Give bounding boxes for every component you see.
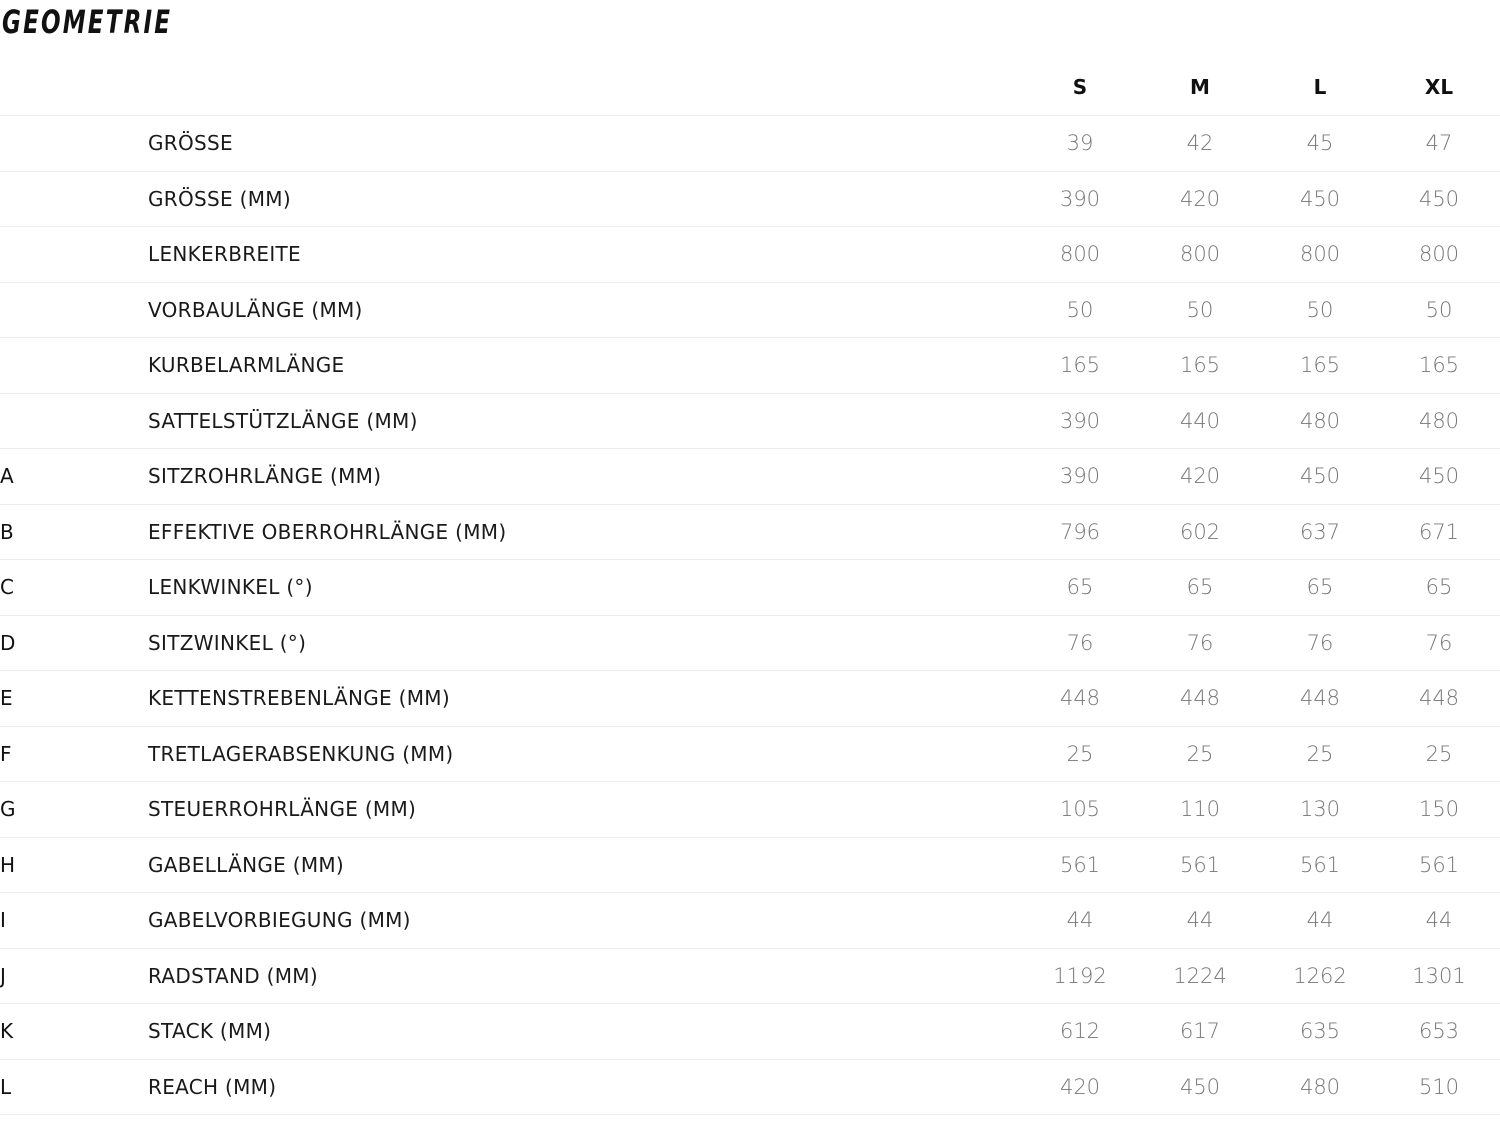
value-m: 44 xyxy=(1186,908,1214,933)
value-m: 448 xyxy=(1179,686,1221,711)
row-label: REACH (MM) xyxy=(148,1074,277,1099)
value-l: 800 xyxy=(1299,242,1341,267)
value-s: 800 xyxy=(1059,242,1101,267)
value-m: 561 xyxy=(1179,852,1221,877)
value-s: 65 xyxy=(1066,575,1094,600)
row-label: TRETLAGERABSENKUNG (MM) xyxy=(148,741,454,766)
size-header-xl: XL xyxy=(1424,75,1454,99)
size-header-l: L xyxy=(1313,75,1327,99)
row-letter: D xyxy=(0,630,16,655)
value-m: 65 xyxy=(1186,575,1214,600)
value-s: 796 xyxy=(1059,519,1101,544)
value-m: 42 xyxy=(1186,131,1214,156)
value-xl: 450 xyxy=(1418,186,1460,211)
table-row xyxy=(0,394,1500,450)
row-letter xyxy=(0,227,60,282)
value-xl: 510 xyxy=(1418,1074,1460,1099)
table-row xyxy=(0,1004,1500,1060)
table-row xyxy=(0,283,1500,339)
value-xl: 25 xyxy=(1425,741,1453,766)
value-m: 110 xyxy=(1179,797,1221,822)
row-label: GRÖSSE xyxy=(148,131,233,156)
value-xl: 150 xyxy=(1418,797,1460,822)
value-l: 450 xyxy=(1299,464,1341,489)
row-letter: J xyxy=(0,963,6,988)
row-letter: K xyxy=(0,1019,14,1044)
table-row xyxy=(0,338,1500,394)
value-s: 561 xyxy=(1059,852,1101,877)
size-header-s: S xyxy=(1072,75,1088,99)
row-letter: B xyxy=(0,519,14,544)
row-letter xyxy=(0,338,60,393)
value-l: 635 xyxy=(1299,1019,1341,1044)
value-m: 165 xyxy=(1179,353,1221,378)
value-s: 39 xyxy=(1066,131,1094,156)
row-letter xyxy=(0,283,60,338)
row-label: SITZWINKEL (°) xyxy=(148,630,307,655)
value-xl: 65 xyxy=(1425,575,1453,600)
row-letter xyxy=(0,172,60,227)
value-xl: 448 xyxy=(1418,686,1460,711)
row-label: GABELVORBIEGUNG (MM) xyxy=(148,908,411,933)
row-letter: C xyxy=(0,575,14,600)
value-l: 165 xyxy=(1299,353,1341,378)
geometry-table xyxy=(0,59,1500,1115)
value-l: 448 xyxy=(1299,686,1341,711)
value-s: 390 xyxy=(1059,408,1101,433)
row-letter: L xyxy=(0,1074,12,1099)
row-label: GRÖSSE (MM) xyxy=(148,186,291,211)
value-m: 420 xyxy=(1179,464,1221,489)
value-s: 448 xyxy=(1059,686,1101,711)
table-row xyxy=(0,782,1500,838)
value-l: 45 xyxy=(1306,131,1334,156)
table-row xyxy=(0,227,1500,283)
value-s: 390 xyxy=(1059,464,1101,489)
value-m: 617 xyxy=(1179,1019,1221,1044)
value-m: 440 xyxy=(1179,408,1221,433)
row-label: SITZROHRLÄNGE (MM) xyxy=(148,464,382,489)
value-xl: 165 xyxy=(1418,353,1460,378)
table-row xyxy=(0,671,1500,727)
value-xl: 653 xyxy=(1418,1019,1460,1044)
value-m: 25 xyxy=(1186,741,1214,766)
value-m: 1224 xyxy=(1173,963,1227,988)
value-l: 637 xyxy=(1299,519,1341,544)
row-label: STEUERROHRLÄNGE (MM) xyxy=(148,797,417,822)
value-xl: 76 xyxy=(1425,630,1453,655)
table-row xyxy=(0,560,1500,616)
value-l: 1262 xyxy=(1293,963,1347,988)
table-row xyxy=(0,116,1500,172)
value-s: 165 xyxy=(1059,353,1101,378)
value-l: 44 xyxy=(1306,908,1334,933)
value-m: 420 xyxy=(1179,186,1221,211)
row-letter xyxy=(0,394,60,449)
row-label: SATTELSTÜTZLÄNGE (MM) xyxy=(148,408,418,433)
row-letter: A xyxy=(0,464,14,489)
value-l: 561 xyxy=(1299,852,1341,877)
value-s: 612 xyxy=(1059,1019,1101,1044)
row-label: KURBELARMLÄNGE xyxy=(148,353,345,378)
row-label: LENKERBREITE xyxy=(148,242,301,267)
value-l: 65 xyxy=(1306,575,1334,600)
value-s: 50 xyxy=(1066,297,1094,322)
value-xl: 1301 xyxy=(1412,963,1466,988)
value-s: 25 xyxy=(1066,741,1094,766)
value-xl: 561 xyxy=(1418,852,1460,877)
value-l: 480 xyxy=(1299,1074,1341,1099)
value-xl: 450 xyxy=(1418,464,1460,489)
row-label: VORBAULÄNGE (MM) xyxy=(148,297,363,322)
row-letter: E xyxy=(0,686,13,711)
value-s: 390 xyxy=(1059,186,1101,211)
table-row xyxy=(0,838,1500,894)
value-m: 50 xyxy=(1186,297,1214,322)
row-label: STACK (MM) xyxy=(148,1019,272,1044)
value-xl: 800 xyxy=(1418,242,1460,267)
size-header-row xyxy=(0,59,1500,116)
table-row xyxy=(0,505,1500,561)
table-row xyxy=(0,172,1500,228)
value-l: 130 xyxy=(1299,797,1341,822)
value-xl: 671 xyxy=(1418,519,1460,544)
geometry-rows xyxy=(0,116,1500,1115)
row-letter xyxy=(0,116,60,171)
value-xl: 44 xyxy=(1425,908,1453,933)
value-l: 50 xyxy=(1306,297,1334,322)
row-label: LENKWINKEL (°) xyxy=(148,575,313,600)
value-m: 602 xyxy=(1179,519,1221,544)
value-m: 800 xyxy=(1179,242,1221,267)
table-row xyxy=(0,727,1500,783)
row-label: EFFEKTIVE OBERROHRLÄNGE (MM) xyxy=(148,519,507,544)
value-s: 105 xyxy=(1059,797,1101,822)
row-letter: G xyxy=(0,797,16,822)
page-title: GEOMETRIE xyxy=(2,3,173,41)
value-xl: 50 xyxy=(1425,297,1453,322)
value-l: 25 xyxy=(1306,741,1334,766)
value-m: 450 xyxy=(1179,1074,1221,1099)
value-l: 450 xyxy=(1299,186,1341,211)
value-s: 44 xyxy=(1066,908,1094,933)
value-l: 76 xyxy=(1306,630,1334,655)
value-s: 1192 xyxy=(1053,963,1107,988)
row-label: KETTENSTREBENLÄNGE (MM) xyxy=(148,686,450,711)
value-l: 480 xyxy=(1299,408,1341,433)
value-s: 420 xyxy=(1059,1074,1101,1099)
value-xl: 480 xyxy=(1418,408,1460,433)
size-header-m: M xyxy=(1190,75,1210,99)
row-letter: F xyxy=(0,741,12,766)
table-row xyxy=(0,949,1500,1005)
table-row xyxy=(0,893,1500,949)
table-row xyxy=(0,616,1500,672)
value-m: 76 xyxy=(1186,630,1214,655)
table-row xyxy=(0,1060,1500,1116)
value-xl: 47 xyxy=(1425,131,1453,156)
value-s: 76 xyxy=(1066,630,1094,655)
row-letter: H xyxy=(0,852,16,877)
table-row xyxy=(0,449,1500,505)
row-label: GABELLÄNGE (MM) xyxy=(148,852,345,877)
row-letter: I xyxy=(0,908,6,933)
row-label: RADSTAND (MM) xyxy=(148,963,318,988)
